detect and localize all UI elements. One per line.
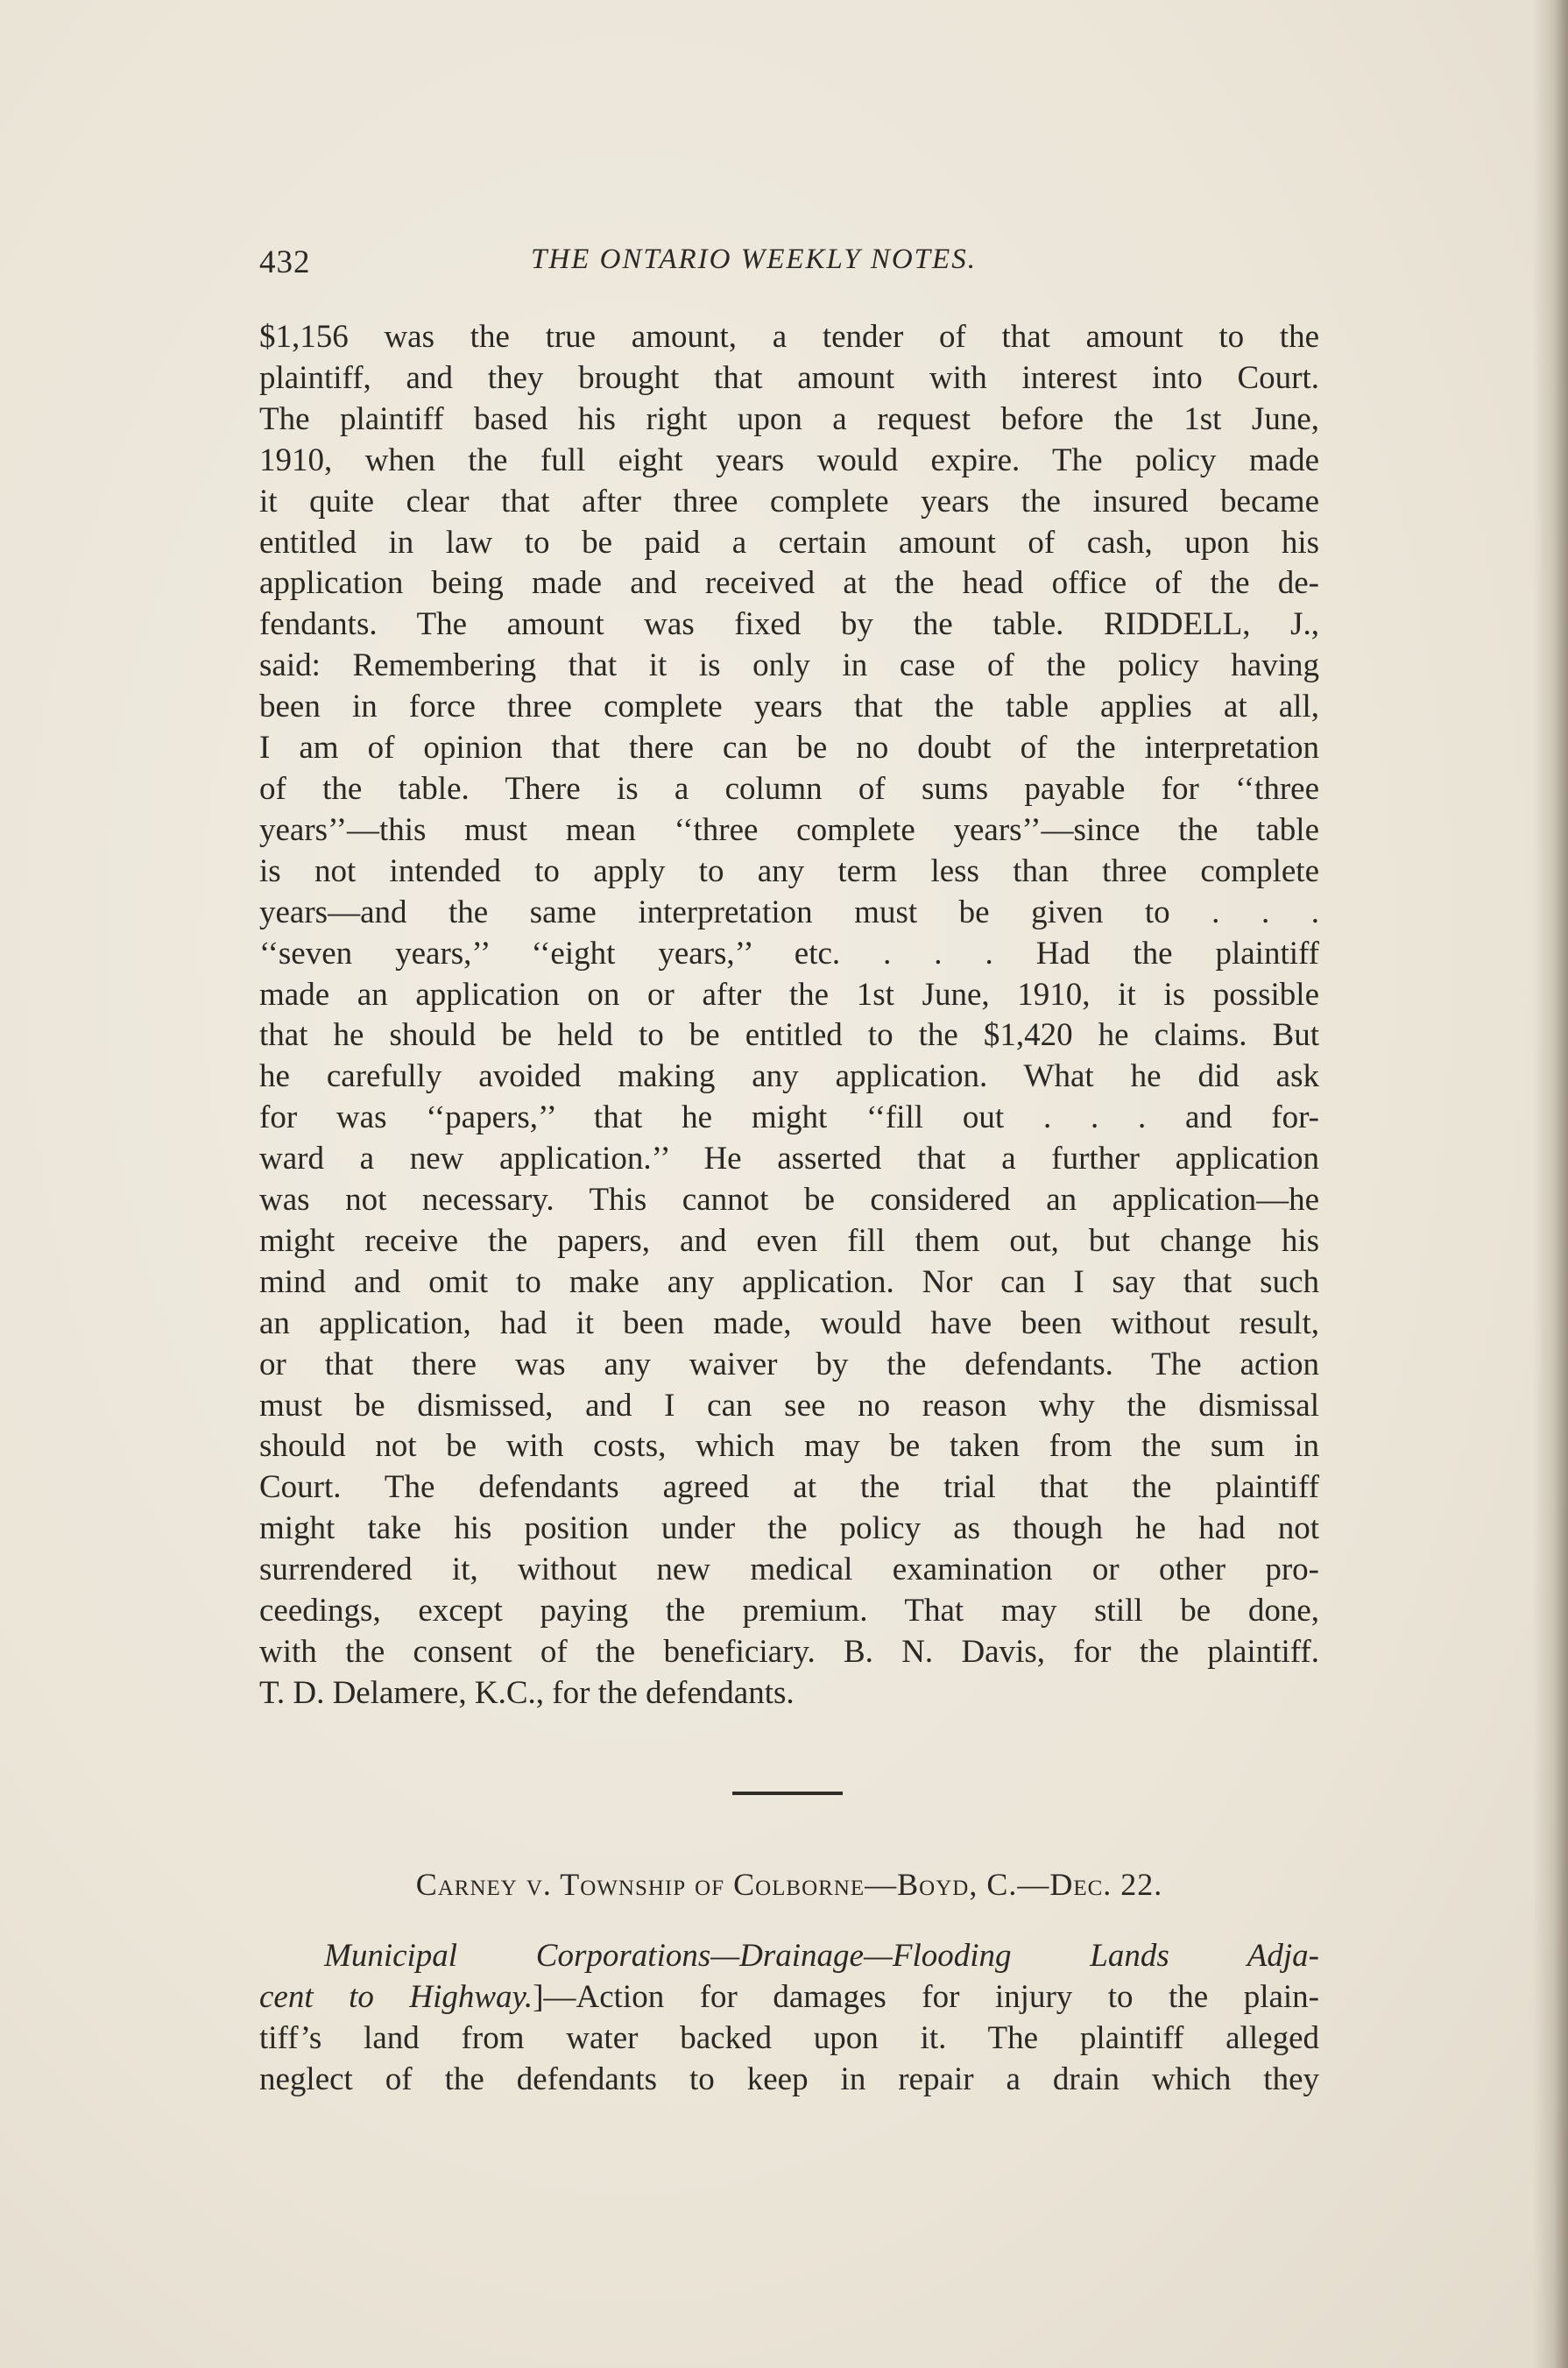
section-divider [732,1792,843,1795]
headnote-roman-part: ]—Action for damages for injury to the plain- [533,1978,1319,2015]
case-heading: Carney v. Township of Colborne—Boyd, C.—Dec. 22. [415,1867,1163,1902]
main-paragraph [259,317,1319,1714]
text-line: plaintiff, and they brought that amount with interest into Court. [259,359,1319,396]
text-line: he carefully avoided making any application. What he did ask [259,1058,1319,1095]
text-line: it quite clear that after three complete years the insured became [259,483,1319,520]
text-line: surrendered it, without new medical examination or other pro- [259,1552,1319,1588]
text-line: might take his position under the policy as though he had not [259,1510,1319,1547]
text-line: 1910, when the full eight years would expire. The policy made [259,442,1319,478]
text-line: The plaintiff based his right upon a request before the 1st June, [259,400,1319,437]
text-line: is not intended to apply to any term less than three complete [259,852,1319,889]
running-title: THE ONTARIO WEEKLY NOTES. [531,244,977,275]
text-line: said: Remembering that it is only in case of the policy having [259,647,1319,684]
text-line: fendants. The amount was fixed by the table. RIDDELL, J., [259,606,1319,643]
text-line: T. D. Delamere, K.C., for the defendants. [259,1674,795,1711]
headnote-line [259,1977,1319,2018]
text-line: $1,156 was the true amount, a tender of that amount to the [259,319,1319,355]
text-line: ward a new application.’’ He asserted that a further application [259,1141,1319,1177]
text-line: entitled in law to be paid a certain amount of cash, upon his [259,524,1319,561]
headnote-line: Municipal Corporations—Drainage—Flooding Lands Adja- [324,1938,1319,1974]
text-line: application being made and received at the head office of the de- [259,565,1319,602]
page-edge-shadow [1533,0,1568,2368]
text-line: years—and the same interpretation must be given to . . . [259,894,1319,930]
text-line: with the consent of the beneficiary. B. N. Davis, for the plaintiff. [259,1634,1319,1670]
text-line: should not be with costs, which may be taken from the sum in [259,1428,1319,1465]
text-line: of the table. There is a column of sums payable for ‘‘three [259,770,1319,807]
text-line: I am of opinion that there can be no doubt of the interpretation [259,730,1319,767]
text-line: mind and omit to make any application. Nor can I say that such [259,1263,1319,1300]
text-line: ‘‘seven years,’’ ‘‘eight years,’’ etc. . . . Had the plaintiff [259,935,1319,972]
text-line: made an application on or after the 1st June, 1910, it is possible [259,976,1319,1013]
page-number: 432 [259,244,311,280]
headnote-line: neglect of the defendants to keep in repair a drain which they [259,2061,1319,2097]
headnote-italic-part: cent to Highway. [259,1978,533,2015]
page-header [259,237,1319,289]
text-line: might receive the papers, and even fill them out, but change his [259,1222,1319,1259]
text-line: years’’—this must mean ‘‘three complete years’’—since the table [259,811,1319,848]
text-line: been in force three complete years that the table applies at all, [259,689,1319,725]
text-line: must be dismissed, and I can see no reason why the dismissal [259,1387,1319,1424]
text-line: ceedings, except paying the premium. That may still be done, [259,1593,1319,1629]
text-line: or that there was any waiver by the defendants. The action [259,1346,1319,1382]
text-line: that he should be held to be entitled to the $1,420 he claims. But [259,1017,1319,1054]
text-line: for was ‘‘papers,’’ that he might ‘‘fill out . . . and for- [259,1099,1319,1136]
headnote-line: tiff’s land from water backed upon it. The plaintiff alleged [259,2019,1319,2056]
text-line: an application, had it been made, would have been without result, [259,1304,1319,1341]
case-headnote [259,1936,1319,2101]
text-line: was not necessary. This cannot be considered an application—he [259,1182,1319,1219]
text-line: Court. The defendants agreed at the trial that the plaintiff [259,1469,1319,1506]
